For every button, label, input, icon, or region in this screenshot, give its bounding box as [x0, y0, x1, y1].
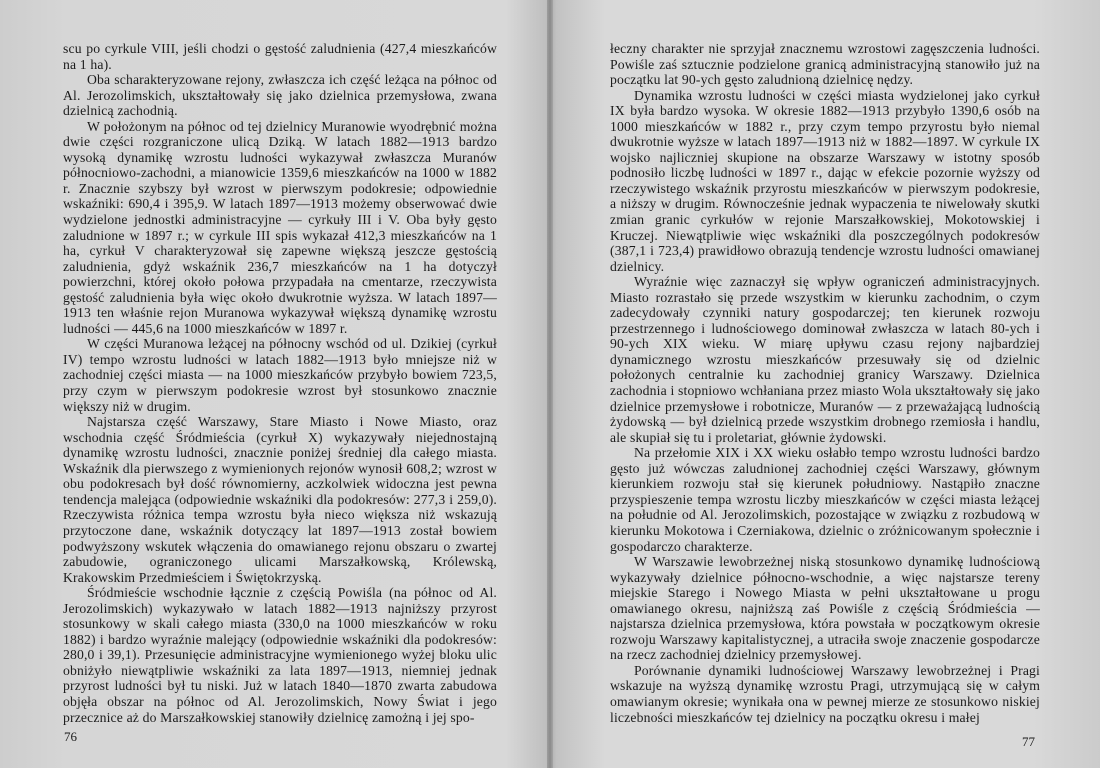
paragraph: Na przełomie XIX i XX wieku osłabło tempo wzrostu ludności bardzo gęsto już wówczas zaludnionej zachodniej części Warszawy, głównym kierunkiem rozwoju stał się kierunek południowy. Nastąpiło znaczne przyspieszenie tempa wzrostu liczby mieszkańców w części miasta leżącej na południe od Al. Jerozolimskich, pozostające w związku z rozbudową w kierunku Mokotowa i Czerniakowa, dzielnic o zróżnicowanym społecznie i gospodarczo charakterze. — [610, 445, 1040, 554]
page-number: 77 — [1022, 734, 1035, 749]
paragraph: Śródmieście wschodnie łącznie z częścią Powiśla (na północ od Al. Jerozolimskich) wykazywało w latach 1882—1913 najniższy przyrost stosunkowy w skali całego miasta (330,0 na 1000 mieszkańców w roku 1882) i bardzo wyraźnie malejący (odpowiednie wskaźniki dla podokresów: 280,0 i 39,1). Przesunięcie administracyjne wymienionego wyżej bloku ulic obniżyło niewątpliwie wskaźniki za lata 1897—1913, niemniej jednak przyrost ludności był tu niski. Już w latach 1840—1870 zwarta zabudowa objęła obszar na północ od Al. Jerozolimskich, Nowy Świat i jego przecznice aż do Marszałkowskiej stanowiły dzielnicę zamożną i jej spo- — [63, 585, 497, 725]
paragraph: Porównanie dynamiki ludnościowej Warszawy lewobrzeżnej i Pragi wskazuje na wyższą dynamikę wzrostu Pragi, utrzymującą się w całym omawianym okresie; wynikała ona w pewnej mierze ze stosunkowo niskiej liczebności mieszkańców tej dzielnicy na początku okresu i małej — [610, 662, 1040, 725]
paragraph: Najstarsza część Warszawy, Stare Miasto i Nowe Miasto, oraz wschodnia część Śródmieścia (cyrkuł X) wykazywały niejednostajną dynamikę wzrostu ludności, znacznie poniżej średniej dla całego miasta. Wskaźnik dla pierwszego z wymienionych rejonów wynosił 608,2; wzrost w obu podokresach był dość równomierny, aczkolwiek widoczna jest pewna tendencja malejąca (odpowiednie wskaźniki dla podokresów: 277,3 i 259,0). Rzeczywista różnica tempa wzrostu była nieco większa niż wskazują przytoczone dane, wskaźnik dotyczący lat 1897—1913 został bowiem podwyższony wskutek włączenia do omawianego rejonu obszaru o zwartej zabudowie, ograniczonego ulicami Marszałkowską, Królewską, Krakowskim Przedmieściem i Świętokrzyską. — [63, 414, 497, 585]
paragraph: Dynamika wzrostu ludności w części miasta wydzielonej jako cyrkuł IX była bardzo wysoka. W okresie 1882—1913 przybyło 1390,6 osób na 1000 mieszkańców w 1882 r., przy czym tempo przyrostu było niemal dwukrotnie wyższe w latach 1897—1913 niż w 1882—1897. W cyrkule IX wojsko najliczniej skupione na obszarze Warszawy w istotny sposób podnosiło liczbę ludności w 1897 r., dając w efekcie pozornie wyższy od rzeczywistego wskaźnik przyrostu mieszkańców w pierwszym podokresie, a niższy w drugim. Równocześnie jednak wypaczenia te niwelowały skutki zmian granic cyrkułów w rejonie Marszałkowskiej, Mokotowskiej i Kruczej. Niewątpliwie więc wskaźniki dla poszczególnych podokresów (387,1 i 723,4) prawidłowo obrazują tendencje wzrostu ludności omawianej dzielnicy. — [610, 87, 1040, 274]
left-page — [0, 0, 548, 768]
paragraph: Wyraźnie więc zaznaczył się wpływ ograniczeń administracyjnych. Miasto rozrastało się przede wszystkim w kierunku zachodnim, o czym zadecydowały czynniki natury gospodarczej; ten kierunek rozwoju przestrzennego i ludnościowego dominował zwłaszcza w latach 80-ych i 90-ych XIX wieku. W miarę upływu czasu rejony najbardziej dynamicznego wzrostu mieszkańców przesuwały się od dzielnic położonych centralnie ku zachodniej granicy Warszawy. Dzielnica zachodnia i stopniowo wchłaniana przez miasto Wola ukształtowały się jako dzielnice przemysłowe i robotnicze, Muranów — z przeważającą ludnością żydowską — był dzielnicą przede wszystkim drobnego rzemiosła i handlu, ale skupiał się tu i proletariat, głównie żydowski. — [610, 274, 1040, 445]
paragraph: łeczny charakter nie sprzyjał znacznemu wzrostowi zagęszczenia ludności. Powiśle zaś sztucznie podzielone granicą administracyjną stanowiło już na początku lat 90-ych gęsto zaludnioną dzielnicę nędzy. — [610, 41, 1040, 88]
paragraph: W położonym na północ od tej dzielnicy Muranowie wyodrębnić można dwie części rozgraniczone ulicą Dziką. W latach 1882—1913 bardzo wysoką dynamikę wzrostu ludności wykazywał zwłaszcza Muranów północniowo-zachodni, a mianowicie 1359,6 mieszkańców na 1000 w 1882 r. Znacznie szybszy był wzrost w pierwszym podokresie; odpowiednie wskaźniki: 690,4 i 395,9. W latach 1897—1913 możemy obserwować dwie wydzielone jednostki administracyjne — cyrkuły III i V. Oba były gęsto zaludnione w 1897 r.; w cyrkule III spis wykazał 412,3 mieszkańców na 1 ha, cyrkuł V charakteryzował się zapewne większą jeszcze gęstością zaludnienia, gdyż wskaźnik 236,7 mieszkańców na 1 ha dotyczył powierzchni, której około połowa przypadała na cmentarze, rzeczywista gęstość zaludnienia była więc około dwukrotnie wyższa. W latach 1897—1913 ten właśnie rejon Muranowa wykazywał większą dynamikę wzrostu ludności — 445,6 na 1000 mieszkańców w 1897 r. — [63, 118, 497, 336]
left-page-text — [63, 41, 497, 725]
paragraph: W Warszawie lewobrzeżnej niską stosunkowo dynamikę ludnościową wykazywały dzielnice północno-wschodnie, a więc najstarsze tereny miejskie Starego i Nowego Miasta w pełni ukształtowane u progu omawianego okresu, najniższą zaś Powiśle z częścią Śródmieścia — najstarsza dzielnica przemysłowa, która powstała w początkowym okresie rozwoju Warszawy kapitalistycznej, a utraciła swoje znaczenie gospodarcze na rzecz zachodniej dzielnicy przemysłowej. — [610, 554, 1040, 663]
right-page-text — [610, 41, 1040, 725]
page-number: 76 — [64, 729, 77, 744]
paragraph: W części Muranowa leżącej na północny wschód od ul. Dzikiej (cyrkuł IV) tempo wzrostu ludności w latach 1882—1913 było mniejsze niż w zachodniej części miasta — na 1000 mieszkańców przybyło bowiem 723,5, przy czym w pierwszym podokresie wzrost był stosunkowo znacznie większy niż w drugim. — [63, 336, 497, 414]
paragraph: scu po cyrkule VIII, jeśli chodzi o gęstość zaludnienia (427,4 mieszkańców na 1 ha). — [63, 41, 497, 72]
paragraph: Oba scharakteryzowane rejony, zwłaszcza ich część leżąca na północ od Al. Jerozolimskich, ukształtowały się jako dzielnica przemysłowa, zwana dzielnicą zachodnią. — [63, 72, 497, 119]
right-page — [552, 0, 1100, 768]
